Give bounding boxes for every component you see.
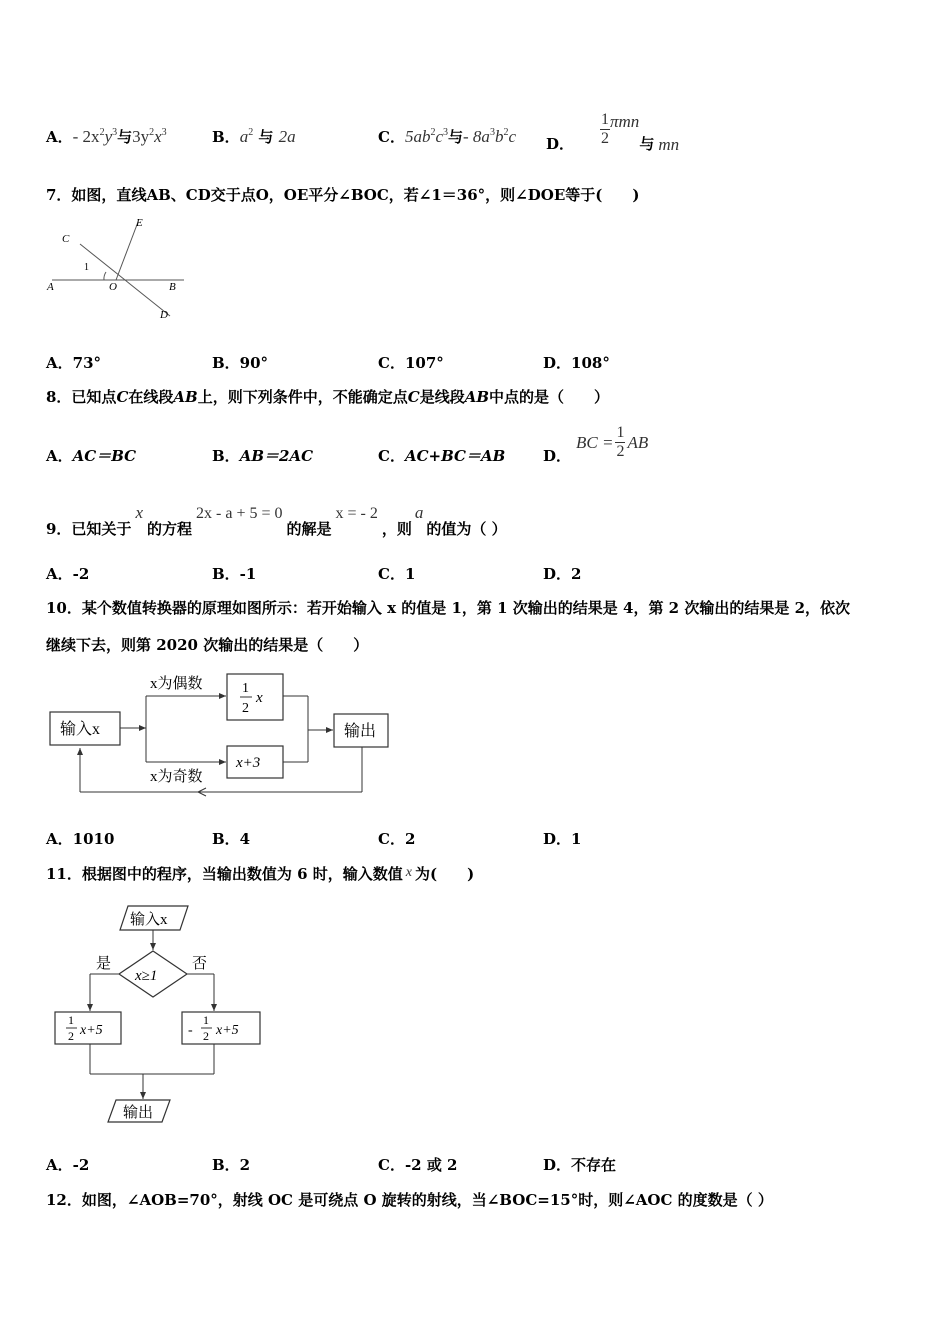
q7-label-a: A bbox=[47, 281, 54, 293]
q11-option-c: C．-2 或 2 bbox=[378, 1156, 458, 1174]
q7-option-b: B．90° bbox=[212, 354, 269, 372]
q8-option-b: B．AB＝2AC bbox=[212, 447, 314, 465]
q10-option-b: B．4 bbox=[212, 830, 251, 848]
q11-option-a: A．-2 bbox=[46, 1156, 90, 1174]
q8-option-a: A．AC＝BC bbox=[46, 447, 137, 465]
q6-option-b: B．$a^2$ 与 2a bbox=[212, 127, 296, 146]
q8-stem: 8．已知点C在线段AB上，则下列条件中，不能确定点C是线段AB中点的是（ ） bbox=[46, 388, 610, 406]
q10-odd-label: x为奇数 bbox=[150, 769, 203, 785]
q11-yes-label: 是 bbox=[96, 956, 112, 972]
q11-option-b: B．2 bbox=[212, 1156, 251, 1174]
q11-condition-label: x≥1 bbox=[135, 968, 158, 984]
q10-plus3-label: x+3 bbox=[236, 755, 261, 771]
q12-stem: 12．如图，∠AOB=70°，射线 OC 是可绕点 O 旋转的射线，当∠BOC=15°时，则∠AOC 的度数是（ ） bbox=[46, 1191, 773, 1209]
q10-option-c: C．2 bbox=[378, 830, 416, 848]
q11-left-rest: x+5 bbox=[80, 1023, 103, 1038]
q7-stem: 7．如图，直线AB、CD交于点O，OE平分∠BOC，若∠1＝36°，则∠DOE等于( ) bbox=[46, 186, 640, 204]
q11-input-label: 输入x bbox=[130, 912, 168, 928]
q10-stem-line2: 继续下去，则第 2020 次输出的结果是（ ） bbox=[46, 636, 369, 654]
q7-label-e: E bbox=[136, 217, 143, 229]
q11-flowchart bbox=[46, 898, 286, 1130]
q7-label-1: 1 bbox=[84, 262, 89, 273]
q10-option-a: A．1010 bbox=[46, 830, 115, 848]
q10-option-d: D．1 bbox=[543, 830, 582, 848]
q11-right-num: 1 bbox=[203, 1013, 209, 1027]
q7-option-a: A．73° bbox=[46, 354, 102, 372]
q11-right-den: 2 bbox=[203, 1029, 209, 1043]
q6-option-d: D． $\frac{1}{2}$ πmn 与 mn bbox=[546, 111, 680, 154]
q7-label-d: D bbox=[160, 309, 168, 321]
q11-right-pre: - bbox=[188, 1023, 193, 1038]
q10-output-label: 输出 bbox=[344, 723, 377, 740]
q7-label-b: B bbox=[169, 281, 176, 293]
q11-left-num: 1 bbox=[68, 1013, 74, 1027]
q6-option-a: A．- $2x^2y^3$与$3y^2x^3$ bbox=[46, 127, 167, 146]
q10-even-label: x为偶数 bbox=[150, 676, 203, 692]
q10-half-den: 2 bbox=[242, 701, 249, 716]
q11-output-label: 输出 bbox=[123, 1105, 154, 1121]
q9-option-d: D．2 bbox=[543, 565, 582, 583]
q9-option-b: B．-1 bbox=[212, 565, 257, 583]
q11-option-d: D．不存在 bbox=[543, 1156, 617, 1174]
q8-option-d: D． bbox=[543, 447, 572, 465]
q9-option-c: C．1 bbox=[378, 565, 416, 583]
q11-stem: 11．根据图中的程序，当输出数值为 6 时，输入数值 x 为( ) bbox=[46, 865, 475, 883]
q11-left-den: 2 bbox=[68, 1029, 74, 1043]
q7-label-c: C bbox=[62, 233, 70, 245]
q10-half-box bbox=[227, 674, 283, 720]
q11-no-label: 否 bbox=[192, 956, 208, 972]
q7-option-d: D．108° bbox=[543, 354, 610, 372]
q7-figure bbox=[44, 212, 194, 324]
q10-half-num: 1 bbox=[242, 681, 249, 696]
q6-option-c: C．$5ab^2c^3$与- $8a^3b^2c$ bbox=[378, 127, 516, 146]
q8-option-c: C．AC+BC＝AB bbox=[378, 447, 506, 465]
q10-half-x: x bbox=[256, 690, 263, 706]
q8-option-d-formula: BC = $\frac{1}{2}$ AB bbox=[576, 424, 649, 460]
q11-right-rest: x+5 bbox=[216, 1023, 239, 1038]
q10-flowchart bbox=[46, 668, 396, 800]
q9-option-a: A．-2 bbox=[46, 565, 90, 583]
q9-stem: 9．已知关于x的方程2x - a + 5 = 0的解是x = - 2，则a的值为（ ） bbox=[46, 503, 507, 538]
q10-input-label: 输入x bbox=[60, 721, 101, 738]
q7-option-c: C．107° bbox=[378, 354, 444, 372]
q7-label-o: O bbox=[109, 281, 117, 293]
q10-stem-line1: 10．某个数值转换器的原理如图所示：若开始输入 x 的值是 1，第 1 次输出的结果是 4，第 2 次输出的结果是 2，依次 bbox=[46, 599, 851, 617]
